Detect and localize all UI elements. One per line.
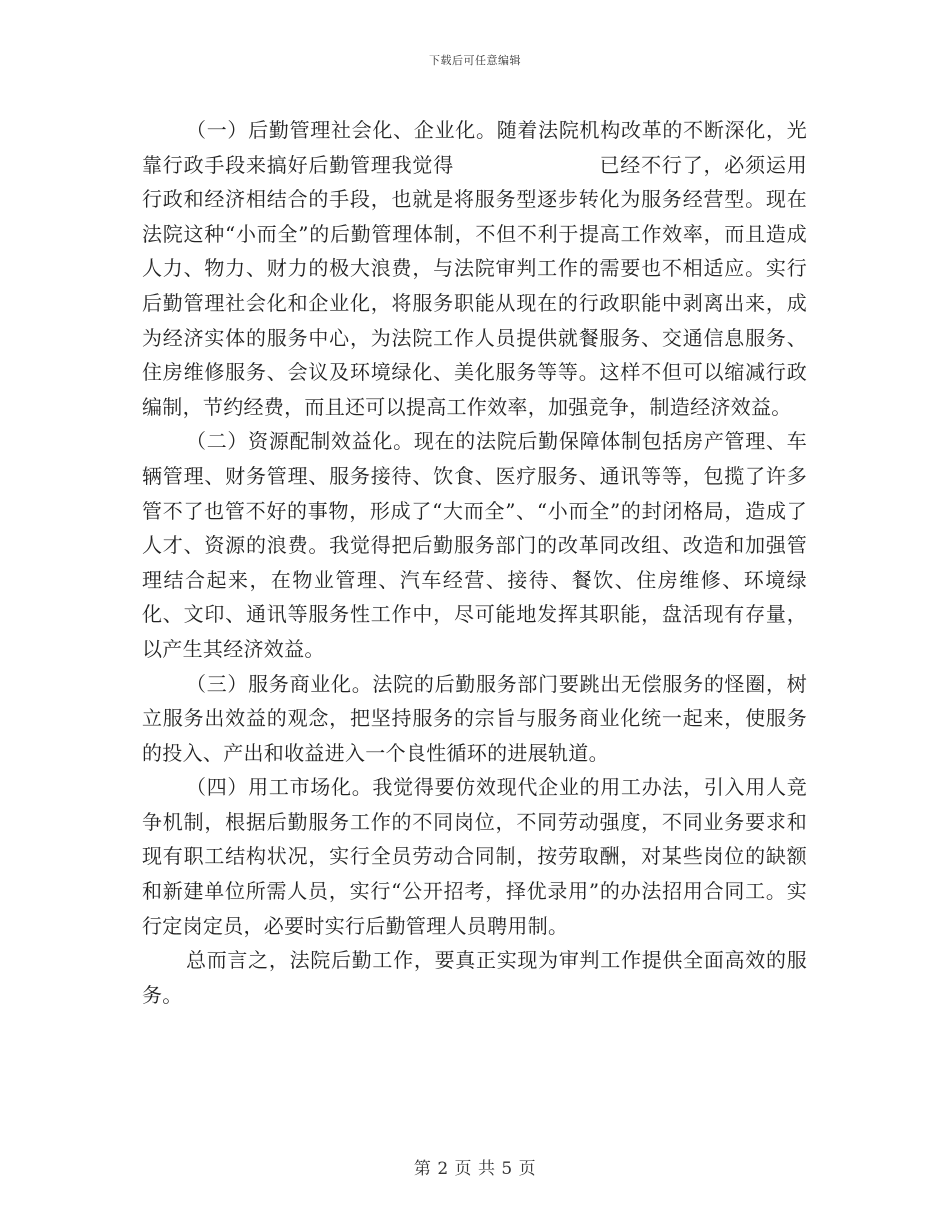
paragraph-1-text-start: （一）后勤管理社会化、企业化。随着法院机构改革的不断深化，光靠行政手段来搞好后勤管理我觉得: [142, 118, 807, 177]
page-footer: [0, 1154, 950, 1179]
paragraph-4: （四）用工市场化。我觉得要仿效现代企业的用工办法，引入用人竞争机制，根据后勤服务工作的不同岗位，不同劳动强度，不同业务要求和现有职工结构状况，实行全员劳动合同制，按劳取酬，对某些岗位的缺额和新建单位所需人员，实行“公开招考，择优录用”的办法招用合同工。实行定岗定员，必要时实行后勤管理人员聘用制。: [142, 775, 807, 938]
paragraph-1-text-end: 已经不行了，必须运用行政和经济相结合的手段，也就是将服务型逐步转化为服务经营型。现在法院这种“小而全”的后勤管理体制，不但不利于提高工作效率，而且造成人力、物力、财力的极大浪费，与法院审判工作的需要也不相适应。实行后勤管理社会化和企业化，将服务职能从现在的行政职能中剥离出来，成为经济实体的服务中心，为法院工作人员提供就餐服务、交通信息服务、住房维修服务、会议及环境绿化、美化服务等等。这样不但可以缩减行政编制，节约经费，而且还可以提高工作效率，加强竞争，制造经济效益。: [142, 152, 807, 419]
paragraph-3: （三）服务商业化。法院的后勤服务部门要跳出无偿服务的怪圈，树立服务出效益的观念，把坚持服务的宗旨与服务商业化统一起来，使服务的投入、产出和收益进入一个良性循环的进展轨道。: [142, 671, 807, 765]
paragraph-5: 总而言之，法院后勤工作，要真正实现为审判工作提供全面高效的服务。: [142, 948, 807, 1007]
page-header: 下载后可任意编辑: [429, 54, 521, 67]
paragraph-1: [142, 113, 807, 424]
page-number: 第 2 页 共 5 页: [413, 1159, 537, 1179]
document-body: [142, 113, 807, 1012]
paragraph-2: （二）资源配制效益化。现在的法院后勤保障体制包括房产管理、车辆管理、财务管理、服务接待、饮食、医疗服务、通讯等等，包揽了许多管不了也管不好的事物，形成了“大而全”、“小而全”的封闭格局，造成了人才、资源的浪费。我觉得把后勤服务部门的改革同改组、改造和加强管理结合起来，在物业管理、汽车经营、接待、餐饮、住房维修、环境绿化、文印、通讯等服务性工作中，尽可能地发挥其职能，盘活现有存量，以产生其经济效益。: [142, 429, 807, 661]
